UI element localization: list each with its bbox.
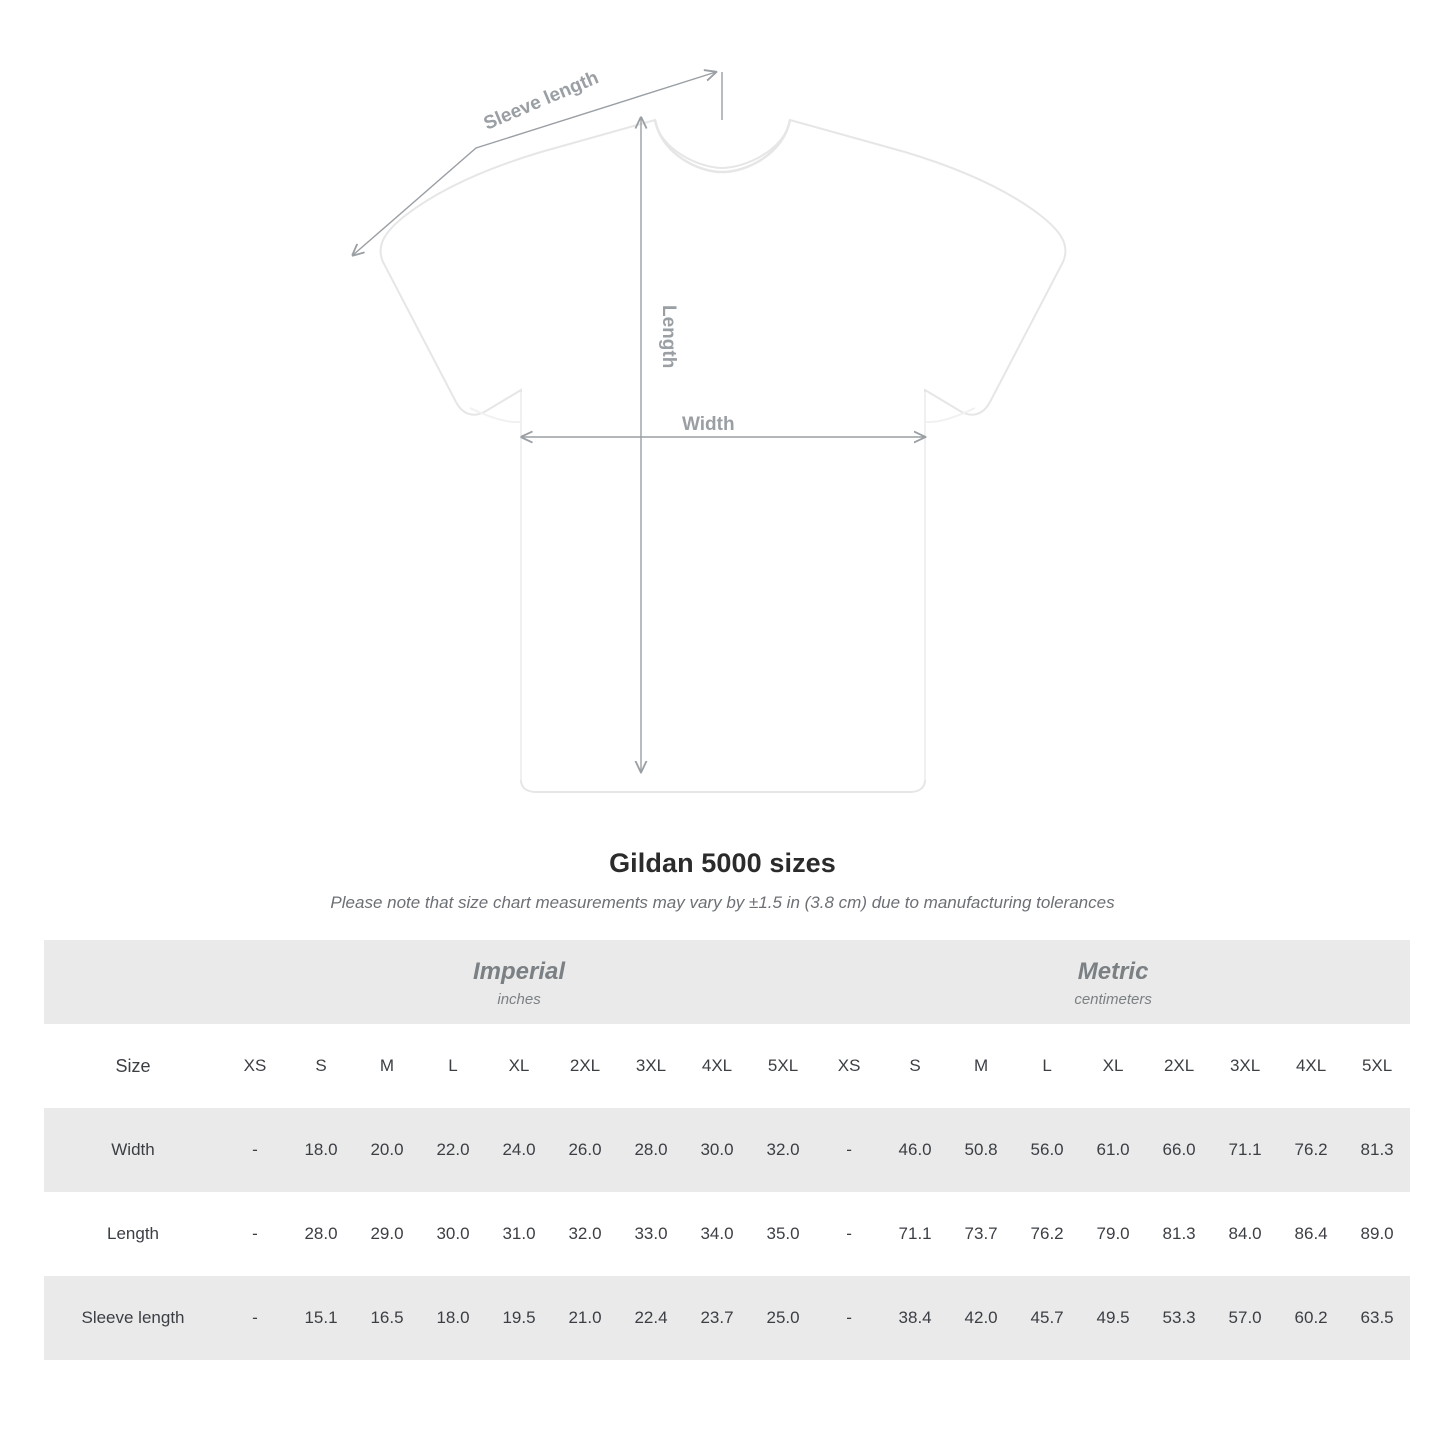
chart-heading-block bbox=[0, 848, 1445, 913]
cell-sleeve-metric-xs: - bbox=[816, 1276, 882, 1360]
table-row bbox=[44, 1108, 1410, 1192]
cell-sleeve-metric-3xl: 57.0 bbox=[1212, 1276, 1278, 1360]
sleeve-length-label: Sleeve length bbox=[480, 67, 602, 135]
cell-width-metric-5xl: 81.3 bbox=[1344, 1108, 1410, 1192]
cell-sleeve-imperial-5xl: 25.0 bbox=[750, 1276, 816, 1360]
cell-length-imperial-s: 28.0 bbox=[288, 1192, 354, 1276]
size-header-row bbox=[44, 1024, 1410, 1108]
cell-length-imperial-2xl: 32.0 bbox=[552, 1192, 618, 1276]
cell-width-imperial-4xl: 30.0 bbox=[684, 1108, 750, 1192]
cell-sleeve-imperial-xl: 19.5 bbox=[486, 1276, 552, 1360]
cell-sleeve-imperial-s: 15.1 bbox=[288, 1276, 354, 1360]
cell-length-imperial-xs: - bbox=[222, 1192, 288, 1276]
size-header-label: Size bbox=[44, 1024, 222, 1108]
cell-sleeve-imperial-xs: - bbox=[222, 1276, 288, 1360]
cell-sleeve-metric-xl: 49.5 bbox=[1080, 1276, 1146, 1360]
unit-header-spacer bbox=[44, 940, 222, 1024]
unit-title-imperial: Imperial bbox=[473, 957, 566, 985]
tolerance-note: Please note that size chart measurements may vary by ±1.5 in (3.8 cm) due to manufacturing tolerances bbox=[330, 893, 1115, 912]
unit-header-metric bbox=[816, 940, 1410, 1024]
unit-sub-imperial: inches bbox=[497, 990, 541, 1008]
col-header-imperial-l: L bbox=[420, 1024, 486, 1108]
cell-width-imperial-m: 20.0 bbox=[354, 1108, 420, 1192]
cell-sleeve-metric-s: 38.4 bbox=[882, 1276, 948, 1360]
cell-width-metric-l: 56.0 bbox=[1014, 1108, 1080, 1192]
cell-sleeve-metric-2xl: 53.3 bbox=[1146, 1276, 1212, 1360]
col-header-imperial-3xl: 3XL bbox=[618, 1024, 684, 1108]
cell-width-imperial-l: 22.0 bbox=[420, 1108, 486, 1192]
cell-sleeve-imperial-3xl: 22.4 bbox=[618, 1276, 684, 1360]
length-label: Length bbox=[658, 305, 679, 369]
row-label-sleeve-length: Sleeve length bbox=[44, 1276, 222, 1360]
col-header-metric-xl: XL bbox=[1080, 1024, 1146, 1108]
col-header-imperial-xs: XS bbox=[222, 1024, 288, 1108]
cell-sleeve-imperial-m: 16.5 bbox=[354, 1276, 420, 1360]
col-header-imperial-m: M bbox=[354, 1024, 420, 1108]
col-header-metric-xs: XS bbox=[816, 1024, 882, 1108]
table-row bbox=[44, 1192, 1410, 1276]
col-header-imperial-2xl: 2XL bbox=[552, 1024, 618, 1108]
cell-width-metric-3xl: 71.1 bbox=[1212, 1108, 1278, 1192]
cell-length-imperial-3xl: 33.0 bbox=[618, 1192, 684, 1276]
cell-width-metric-xs: - bbox=[816, 1108, 882, 1192]
cell-length-imperial-xl: 31.0 bbox=[486, 1192, 552, 1276]
cell-width-imperial-s: 18.0 bbox=[288, 1108, 354, 1192]
cell-length-metric-xs: - bbox=[816, 1192, 882, 1276]
page-title: Gildan 5000 sizes bbox=[609, 848, 836, 878]
unit-sub-metric: centimeters bbox=[1074, 990, 1152, 1008]
cell-sleeve-imperial-2xl: 21.0 bbox=[552, 1276, 618, 1360]
cell-length-imperial-4xl: 34.0 bbox=[684, 1192, 750, 1276]
cell-sleeve-metric-5xl: 63.5 bbox=[1344, 1276, 1410, 1360]
col-header-metric-l: L bbox=[1014, 1024, 1080, 1108]
unit-header-row bbox=[44, 940, 1410, 1024]
col-header-metric-5xl: 5XL bbox=[1344, 1024, 1410, 1108]
tshirt-shape bbox=[381, 120, 1066, 792]
cell-sleeve-metric-l: 45.7 bbox=[1014, 1276, 1080, 1360]
cell-width-imperial-5xl: 32.0 bbox=[750, 1108, 816, 1192]
col-header-metric-m: M bbox=[948, 1024, 1014, 1108]
col-header-metric-2xl: 2XL bbox=[1146, 1024, 1212, 1108]
cell-width-imperial-2xl: 26.0 bbox=[552, 1108, 618, 1192]
cell-sleeve-metric-4xl: 60.2 bbox=[1278, 1276, 1344, 1360]
cell-length-imperial-m: 29.0 bbox=[354, 1192, 420, 1276]
col-header-imperial-4xl: 4XL bbox=[684, 1024, 750, 1108]
cell-sleeve-metric-m: 42.0 bbox=[948, 1276, 1014, 1360]
col-header-metric-s: S bbox=[882, 1024, 948, 1108]
col-header-imperial-5xl: 5XL bbox=[750, 1024, 816, 1108]
row-label-width: Width bbox=[44, 1108, 222, 1192]
col-header-imperial-s: S bbox=[288, 1024, 354, 1108]
cell-length-metric-5xl: 89.0 bbox=[1344, 1192, 1410, 1276]
cell-length-imperial-l: 30.0 bbox=[420, 1192, 486, 1276]
col-header-imperial-xl: XL bbox=[486, 1024, 552, 1108]
cell-length-metric-s: 71.1 bbox=[882, 1192, 948, 1276]
cell-length-metric-xl: 79.0 bbox=[1080, 1192, 1146, 1276]
cell-length-metric-4xl: 86.4 bbox=[1278, 1192, 1344, 1276]
cell-width-metric-2xl: 66.0 bbox=[1146, 1108, 1212, 1192]
cell-width-metric-s: 46.0 bbox=[882, 1108, 948, 1192]
cell-width-metric-m: 50.8 bbox=[948, 1108, 1014, 1192]
col-header-metric-3xl: 3XL bbox=[1212, 1024, 1278, 1108]
cell-length-imperial-5xl: 35.0 bbox=[750, 1192, 816, 1276]
width-label: Width bbox=[682, 414, 735, 435]
cell-length-metric-2xl: 81.3 bbox=[1146, 1192, 1212, 1276]
cell-width-metric-xl: 61.0 bbox=[1080, 1108, 1146, 1192]
table-row bbox=[44, 1276, 1410, 1360]
unit-title-metric: Metric bbox=[1077, 957, 1149, 985]
cell-width-imperial-xs: - bbox=[222, 1108, 288, 1192]
cell-width-imperial-3xl: 28.0 bbox=[618, 1108, 684, 1192]
cell-width-imperial-xl: 24.0 bbox=[486, 1108, 552, 1192]
col-header-metric-4xl: 4XL bbox=[1278, 1024, 1344, 1108]
cell-length-metric-l: 76.2 bbox=[1014, 1192, 1080, 1276]
unit-header-imperial bbox=[222, 940, 816, 1024]
size-table bbox=[44, 940, 1410, 1360]
size-table-wrapper bbox=[44, 940, 1401, 1360]
cell-sleeve-imperial-4xl: 23.7 bbox=[684, 1276, 750, 1360]
cell-length-metric-m: 73.7 bbox=[948, 1192, 1014, 1276]
cell-sleeve-imperial-l: 18.0 bbox=[420, 1276, 486, 1360]
cell-length-metric-3xl: 84.0 bbox=[1212, 1192, 1278, 1276]
row-label-length: Length bbox=[44, 1192, 222, 1276]
cell-width-metric-4xl: 76.2 bbox=[1278, 1108, 1344, 1192]
